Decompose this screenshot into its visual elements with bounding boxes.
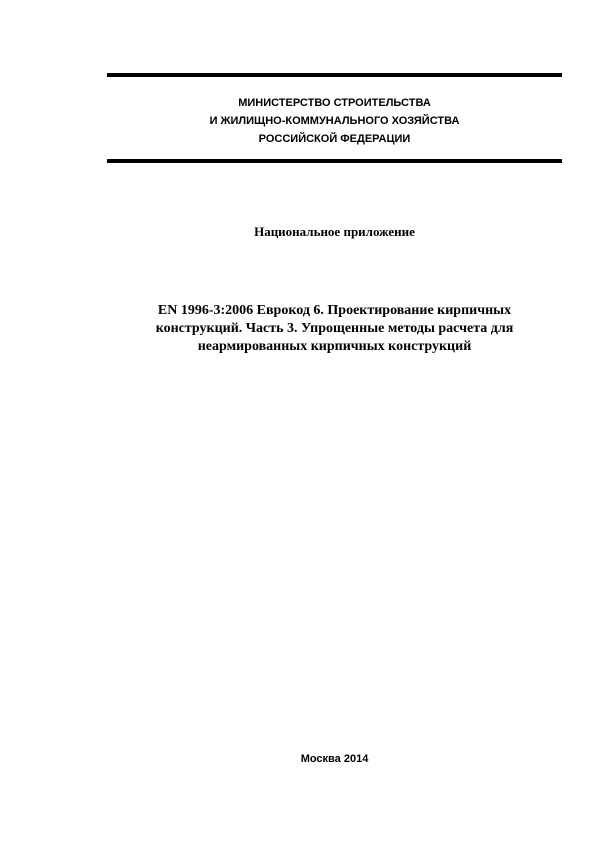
top-rule xyxy=(107,73,562,77)
bottom-rule xyxy=(107,159,562,163)
ministry-header xyxy=(107,94,562,148)
document-title-line-2: конструкций. Часть 3. Упрощенные методы расчета для xyxy=(155,321,514,336)
document-title-line-1: EN 1996-3:2006 Еврокод 6. Проектирование кирпичных xyxy=(157,303,512,318)
annex-title: Национальное приложение xyxy=(254,224,415,239)
document-title-line-3: неармированных кирпичных конструкций xyxy=(197,339,472,354)
ministry-header-line-3: РОССИЙСКОЙ ФЕДЕРАЦИИ xyxy=(258,133,411,145)
ministry-header-line-1: МИНИСТЕРСТВО СТРОИТЕЛЬСТВА xyxy=(238,97,431,109)
document-title xyxy=(107,302,562,356)
city-year: Москва 2014 xyxy=(300,753,369,765)
ministry-header-line-2: И ЖИЛИЩНО-КОММУНАЛЬНОГО ХОЗЯЙСТВА xyxy=(209,115,460,127)
